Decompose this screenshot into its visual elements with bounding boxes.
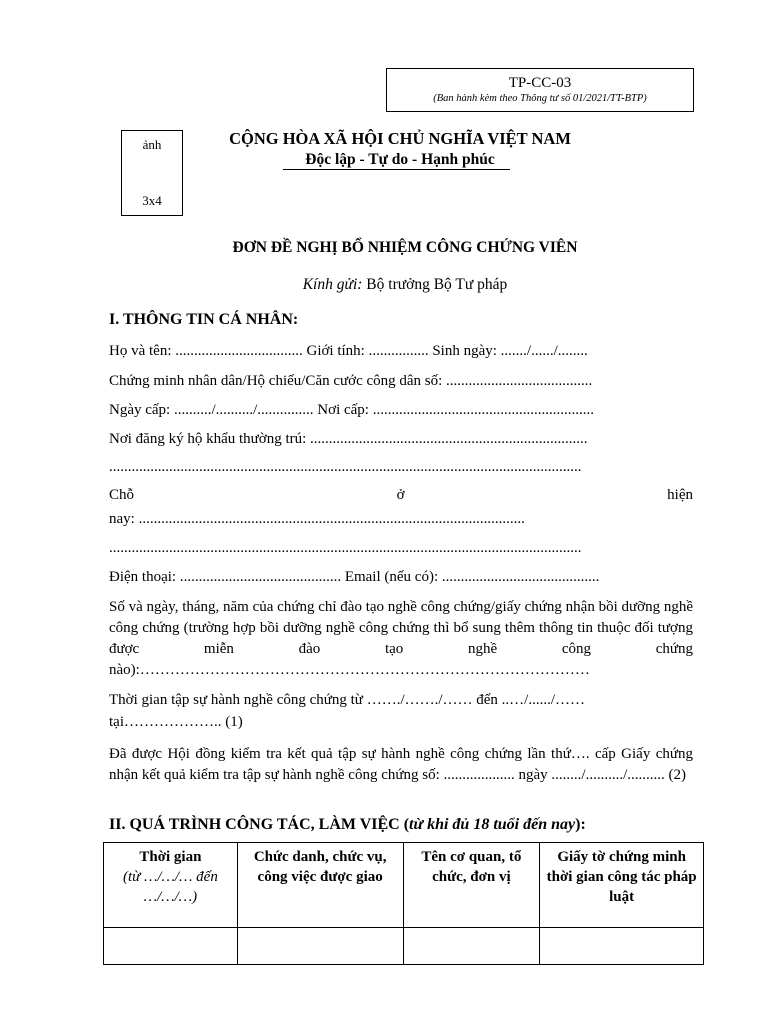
table-cell[interactable] [104, 928, 238, 965]
photo-label-top: ảnh [142, 137, 162, 152]
form-code-box [386, 68, 694, 112]
national-title: CỘNG HÒA XÃ HỘI CHỦ NGHĨA VIỆT NAM [229, 129, 571, 148]
form-code: TP-CC-03 [508, 75, 572, 91]
table-cell[interactable] [403, 928, 540, 965]
national-motto: Độc lập - Tự do - Hạnh phúc [305, 151, 495, 168]
phone-email-line: Điện thoại: ........................................... Email (nếu có): .......................................... [109, 569, 600, 585]
recipient [100, 276, 710, 294]
section-2-heading-end: ): [575, 816, 586, 833]
column-header-organization: Tên cơ quan, tổ chức, đơn vị [403, 843, 540, 928]
certificate-paragraph: Số và ngày, tháng, năm của chứng chỉ đào tạo nghề công chứng/giấy chứng nhận bồi dưỡng nghề công chứng (trường hợp bồi dưỡng nghề công chứng thì bổ sung thêm thông tin thuộc đối tượng được miễn đào tạo nghề công chứng nào):……………………………………………………………………………… [109, 599, 693, 678]
section-2-heading-main: II. QUÁ TRÌNH CÔNG TÁC, LÀM VIỆC ( [109, 816, 410, 833]
motto-underline [283, 169, 510, 170]
current-address-line [109, 487, 693, 504]
table-cell[interactable] [237, 928, 403, 965]
current-address-line-2: nay: ....................................................................................................... [109, 511, 525, 527]
current-word-2: ở [396, 487, 405, 503]
photo-placeholder [121, 130, 183, 216]
photo-label-bottom: 3x4 [142, 193, 162, 208]
internship-line: Thời gian tập sự hành nghề công chứng từ ……./……./…… đến ..…/....../…… [109, 692, 586, 708]
column-header-position: Chức danh, chức vụ, công việc được giao [237, 843, 403, 928]
document-title: ĐƠN ĐỀ NGHỊ BỔ NHIỆM CÔNG CHỨNG VIÊN [232, 239, 578, 256]
work-history-table [103, 842, 704, 965]
exam-paragraph: Đã được Hội đồng kiểm tra kết quả tập sự hành nghề công chứng lần thứ…. cấp Giấy chứng nhận kết quả kiểm tra tập sự hành nghề công chứng số: ................... ngày ......../........../.......... (2) [109, 746, 693, 783]
column-header-time-title: Thời gian [139, 849, 202, 865]
name-line: Họ và tên: .................................. Giới tính: ................ Sinh ngày: ......./....../........ [109, 343, 588, 359]
column-header-time-sub: (từ …/…/… đến …/…/…) [122, 869, 218, 905]
current-word-3: hiện [667, 487, 693, 503]
issue-line: Ngày cấp: ........../........../............... Nơi cấp: ........................................................... [109, 402, 594, 418]
form-code-note: (Ban hành kèm theo Thông tư số 01/2021/TT-BTP) [433, 93, 647, 104]
residence-line: Nơi đăng ký hộ khẩu thường trú: .......................................................................... [109, 431, 588, 447]
current-word-1: Chỗ [109, 487, 135, 503]
recipient-value: Bộ trưởng Bộ Tư pháp [366, 276, 508, 293]
column-header-proof-documents: Giấy tờ chứng minh thời gian công tác pháp luật [540, 843, 704, 928]
section-1-heading: I. THÔNG TIN CÁ NHÂN: [109, 311, 299, 328]
residence-continuation: .............................................................................................................................. [109, 459, 582, 475]
current-address-continuation: .............................................................................................................................. [109, 540, 582, 556]
section-2-heading [109, 816, 586, 834]
internship-place-line: tại……………….. (1) [109, 714, 243, 730]
section-2-heading-italic: từ khi đủ 18 tuổi đến nay [409, 816, 576, 833]
recipient-label: Kính gửi: [302, 276, 363, 293]
id-line: Chứng minh nhân dân/Hộ chiếu/Căn cước công dân số: ....................................... [109, 373, 593, 389]
column-header-time [104, 843, 238, 928]
table-row [104, 928, 704, 965]
table-cell[interactable] [540, 928, 704, 965]
